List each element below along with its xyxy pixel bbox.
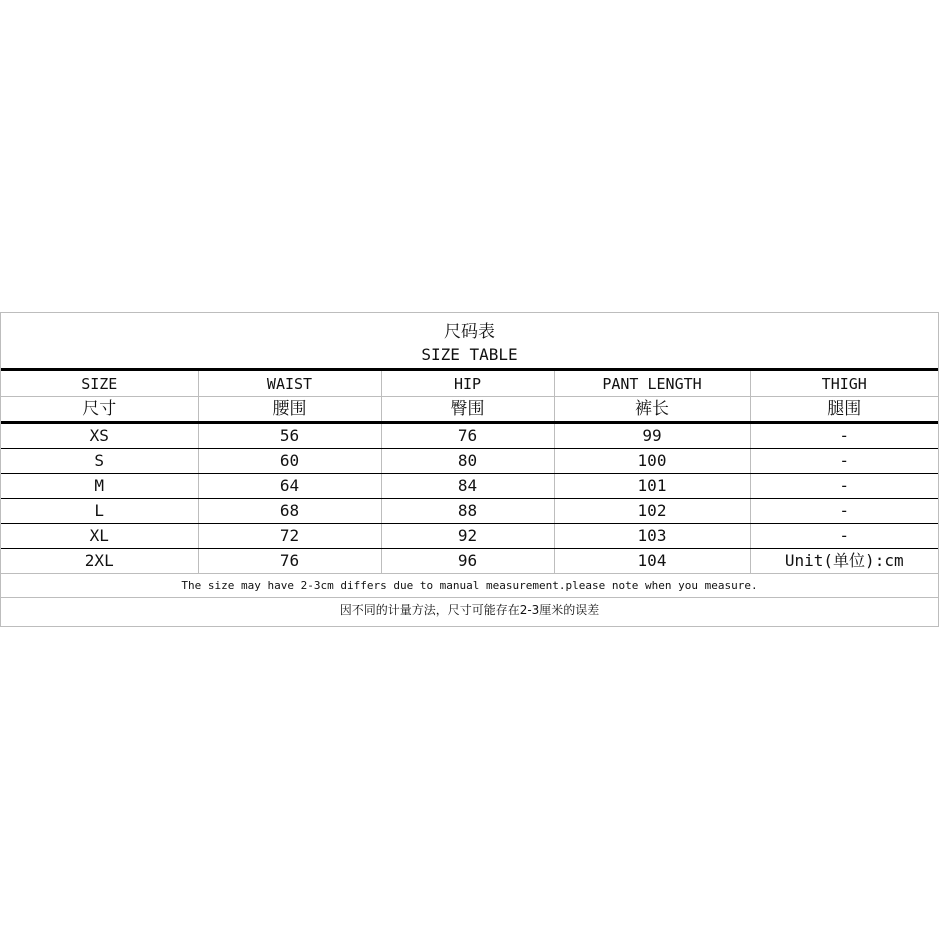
- chart-title: [1, 313, 938, 371]
- header-size: SIZE: [1, 371, 198, 397]
- cell-thigh: -: [750, 449, 938, 474]
- cell-waist: 76: [198, 549, 381, 574]
- header-thigh-cn: 腿围: [750, 397, 938, 423]
- cell-size: XL: [1, 524, 198, 549]
- table-row: [1, 549, 938, 574]
- header-size-cn: 尺寸: [1, 397, 198, 423]
- header-row-chinese: [1, 397, 938, 423]
- header-waist: WAIST: [198, 371, 381, 397]
- cell-hip: 80: [381, 449, 554, 474]
- size-table: [1, 371, 938, 574]
- cell-thigh: -: [750, 474, 938, 499]
- cell-hip: 92: [381, 524, 554, 549]
- table-row: [1, 499, 938, 524]
- cell-size: M: [1, 474, 198, 499]
- title-english: SIZE TABLE: [421, 345, 518, 364]
- unit-label: Unit(单位):cm: [750, 549, 938, 574]
- table-row: [1, 449, 938, 474]
- cell-size: 2XL: [1, 549, 198, 574]
- cell-pant-length: 102: [554, 499, 750, 524]
- cell-size: XS: [1, 423, 198, 449]
- measurement-note-chinese: 因不同的计量方法，尺寸可能存在2-3厘米的误差: [339, 603, 600, 617]
- table-row: [1, 474, 938, 499]
- cell-thigh: -: [750, 423, 938, 449]
- cell-pant-length: 99: [554, 423, 750, 449]
- cell-thigh: -: [750, 499, 938, 524]
- measurement-note-english: The size may have 2-3cm differs due to manual measurement.please note when you measure.: [1, 574, 938, 598]
- table-row: [1, 524, 938, 549]
- cell-hip: 84: [381, 474, 554, 499]
- table-row: [1, 423, 938, 449]
- cell-size: L: [1, 499, 198, 524]
- size-chart: [0, 312, 939, 627]
- cell-waist: 60: [198, 449, 381, 474]
- cell-pant-length: 103: [554, 524, 750, 549]
- header-waist-cn: 腰围: [198, 397, 381, 423]
- cell-size: S: [1, 449, 198, 474]
- header-pant-length: PANT LENGTH: [554, 371, 750, 397]
- cell-waist: 56: [198, 423, 381, 449]
- cell-waist: 68: [198, 499, 381, 524]
- header-hip: HIP: [381, 371, 554, 397]
- cell-hip: 76: [381, 423, 554, 449]
- cell-pant-length: 104: [554, 549, 750, 574]
- cell-thigh: -: [750, 524, 938, 549]
- cell-pant-length: 101: [554, 474, 750, 499]
- title-chinese: 尺码表: [444, 322, 495, 342]
- header-row-english: [1, 371, 938, 397]
- header-hip-cn: 臀围: [381, 397, 554, 423]
- cell-pant-length: 100: [554, 449, 750, 474]
- header-thigh: THIGH: [750, 371, 938, 397]
- cell-waist: 72: [198, 524, 381, 549]
- header-pant-length-cn: 裤长: [554, 397, 750, 423]
- cell-hip: 88: [381, 499, 554, 524]
- cell-hip: 96: [381, 549, 554, 574]
- cell-waist: 64: [198, 474, 381, 499]
